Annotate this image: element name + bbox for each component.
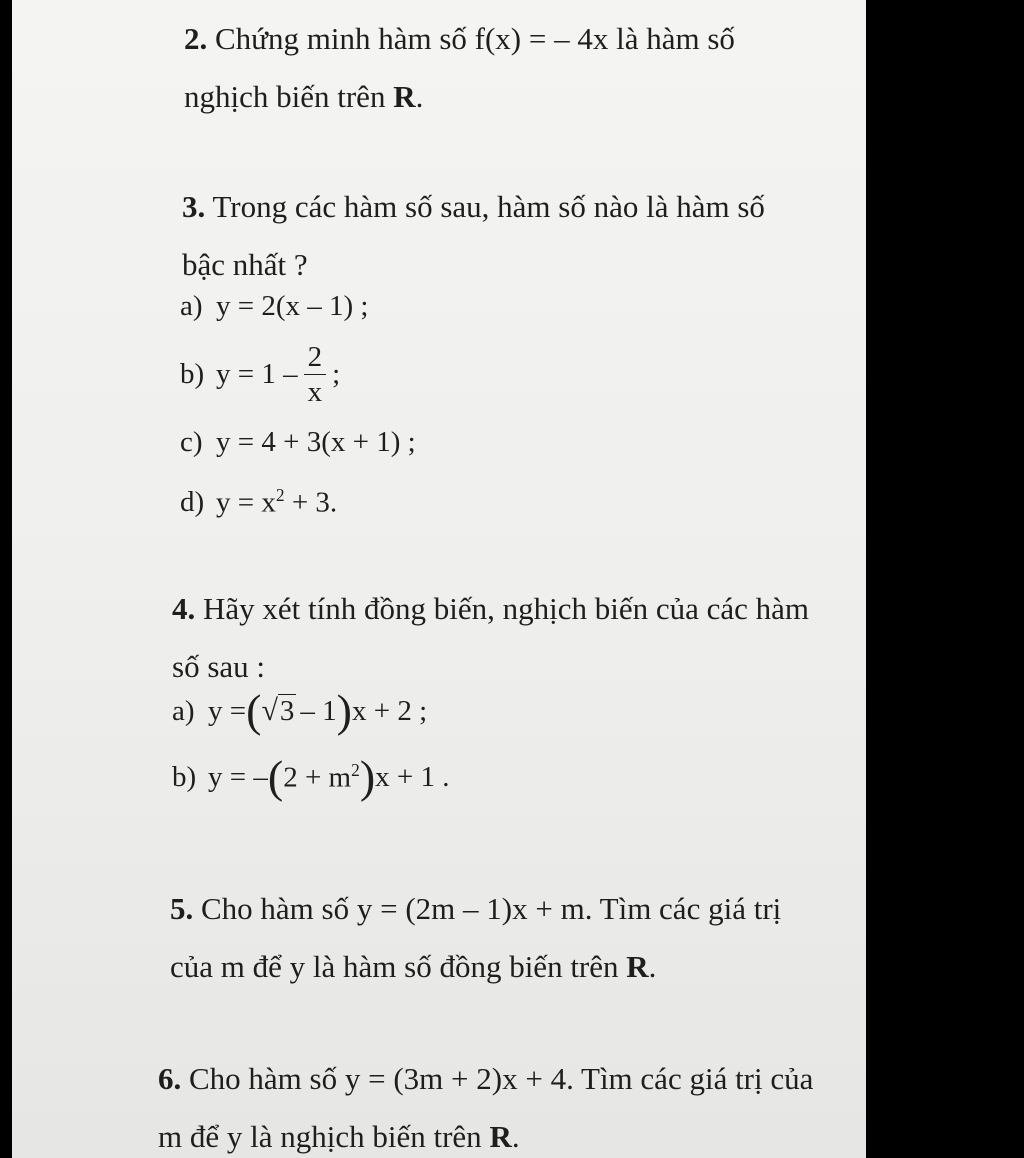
expr-suffix: x + 1 . [375, 760, 450, 793]
expr-suffix: x + 2 ; [351, 694, 428, 727]
problem-text: Chứng minh hàm số f(x) = – 4x là hàm số nghịch biến trên [184, 21, 735, 114]
problem-number: 2. [184, 21, 208, 56]
option-label: a) [180, 289, 203, 322]
item-label: b) [172, 760, 197, 793]
radicand: 3 [279, 695, 295, 727]
expr-prefix: y = [208, 694, 247, 727]
option-b [180, 336, 416, 412]
item-a [172, 678, 450, 744]
inner-rest: – 1 [300, 694, 337, 727]
fraction [304, 340, 327, 409]
option-a [180, 276, 416, 336]
problem-2 [184, 10, 814, 126]
option-label: d) [180, 485, 205, 518]
problem-text: Trong các hàm số sau, hàm số nào là hàm số bậc nhất ? [182, 189, 765, 282]
option-expression: y = 2(x – 1) ; [216, 289, 369, 322]
expr-prefix: y = – [208, 760, 268, 793]
item-b [172, 744, 450, 810]
open-paren: ( [267, 751, 284, 802]
option-label: c) [180, 425, 203, 458]
problem-number: 5. [170, 891, 194, 926]
problem-number: 6. [158, 1061, 182, 1096]
numerator: 2 [304, 340, 327, 375]
problem-6 [158, 1050, 828, 1158]
problem-text: Cho hàm số y = (2m – 1)x + m. Tìm các giá trị của m để y là hàm số đồng biến trên [170, 891, 782, 984]
set-symbol: R [489, 1119, 512, 1154]
set-symbol: R [626, 949, 649, 984]
option-c [180, 412, 416, 472]
expr-rest: + 3. [284, 486, 338, 519]
close-paren: ) [336, 685, 352, 736]
option-expression: y = 4 + 3(x + 1) ; [216, 425, 416, 458]
set-symbol: R [393, 79, 416, 114]
problem-4-items [172, 678, 450, 810]
problem-number: 3. [182, 189, 206, 224]
period: . [415, 79, 424, 114]
open-paren: ( [246, 685, 262, 736]
problem-text: Cho hàm số y = (3m + 2)x + 4. Tìm các giá trị của m để y là nghịch biến trên [158, 1061, 814, 1154]
inner-expression [283, 760, 360, 795]
option-label: b) [180, 357, 205, 390]
sqrt-icon: √ [261, 694, 278, 727]
problem-number: 4. [172, 591, 196, 626]
exponent: 2 [275, 484, 285, 505]
denominator: x [307, 375, 323, 408]
option-expression [216, 485, 337, 520]
problem-3-options [180, 276, 416, 532]
period: . [648, 949, 657, 984]
option-expression-lhs: y = 1 – [216, 357, 298, 390]
semicolon: ; [332, 357, 341, 390]
item-label: a) [172, 694, 195, 727]
expr-base: y = x [216, 486, 276, 519]
problem-5 [170, 880, 830, 996]
textbook-page [12, 0, 866, 1158]
inner-base: 2 + m [283, 761, 352, 794]
close-paren: ) [359, 751, 376, 802]
exponent: 2 [351, 759, 360, 780]
problem-text: Hãy xét tính đồng biến, nghịch biến của các hàm số sau : [172, 591, 810, 684]
option-d [180, 472, 416, 532]
period: . [511, 1119, 520, 1154]
